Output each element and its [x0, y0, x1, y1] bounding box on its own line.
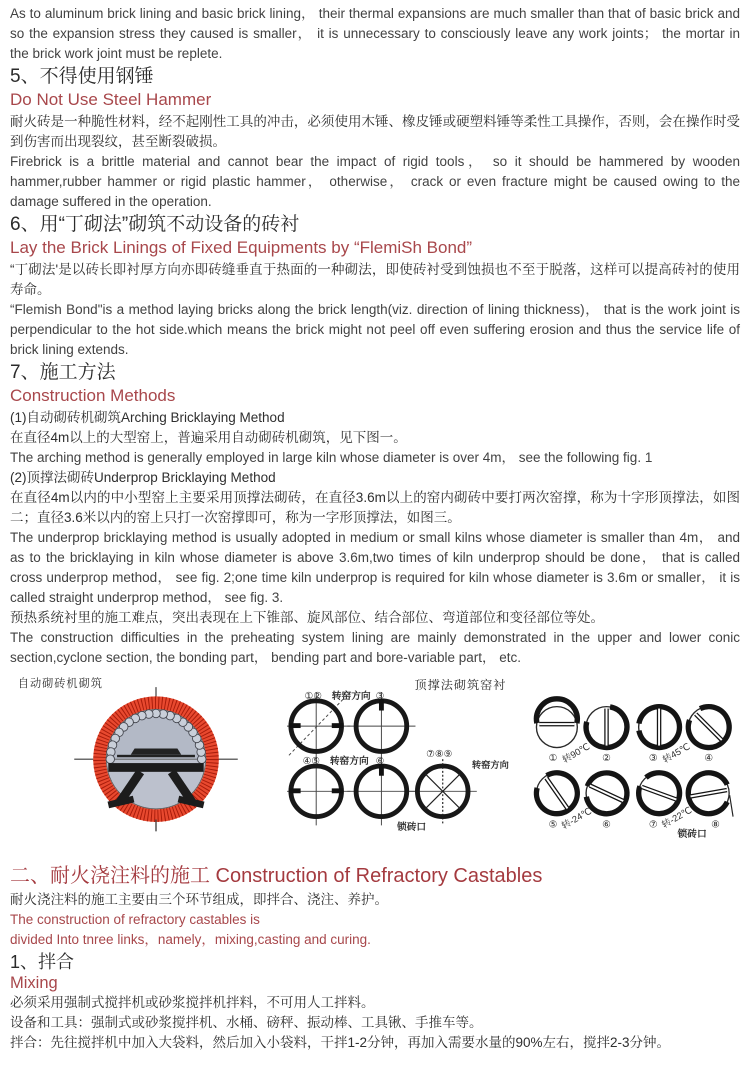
castables-body-zh: 耐火浇注料的施工主要由三个环节组成，即拌合、浇注、养护。 — [10, 892, 388, 907]
section7-note-en: The construction difficulties in the preheating system lining are mainly demonstrated in the upper and lower conic section,cyclone section, the bonding part， bending part and bore-variable part， etc. — [10, 630, 740, 665]
fig2-label-3: ③ — [375, 690, 385, 702]
fig2-label-6: ⑥ — [375, 756, 385, 768]
fig2-rotation-direction-2: 转窑方向 — [330, 756, 370, 768]
fig3-rotate-neg22: 转-22℃ — [660, 804, 694, 831]
mixing-heading-zh: 1、拌合 — [10, 952, 75, 972]
fig2-lock-brick-label: 锁砖口 — [397, 822, 427, 834]
fig3-rotate-90: 转90℃ — [560, 741, 592, 765]
section7-item1-zh: 在直径4m以上的大型窑上，普遍采用自动砌砖机砌筑，见下图一。 — [10, 430, 407, 445]
intro-paragraph: As to aluminum brick lining and basic brick lining， their thermal expansions are much smaller than that of basic brick and so the expansion stress they caused is smaller， it is unnecessary to consciously leave any work joints； the mortar in the brick work joint must be replete. — [10, 6, 740, 61]
section7-item2-zh: 在直径4m以内的中小型窑上主要采用顶撑法砌砖，在直径3.6m以上的窑内砌砖中要打两次窑撑，称为十字形顶撑法，如图二；直径3.6米以内的窑上只打一次窑撑即可，称为一字形顶撑法，如图三。 — [10, 490, 740, 525]
castables-body-en-line2: divided Into tnree links，namely，mixing,casting and curing. — [10, 932, 371, 947]
fig3-step8: ⑧ — [711, 819, 721, 831]
castables-section-title: 二、耐火浇注料的施工 Construction of Refractory Castables — [10, 865, 543, 887]
figures-row — [10, 671, 740, 861]
section6-heading-zh: 6、用“丁砌法”砌筑不动设备的砖衬 — [10, 214, 300, 235]
section7-heading-en: Construction Methods — [10, 386, 176, 405]
castables-body-en-line1: The construction of refractory castables is — [10, 912, 260, 927]
figure1-title: 自动砌砖机砌筑 — [17, 678, 103, 691]
figure2-title: 顶撑法砌筑窑衬 — [414, 678, 507, 693]
mixing-heading-en: Mixing — [10, 974, 58, 992]
fig3-lock-brick-label: 锁砖口 — [677, 829, 707, 841]
fig2-rotation-direction-1: 转窑方向 — [332, 690, 372, 702]
section7-note-zh: 预热系统衬里的施工难点，突出表现在上下锥部、旋风部位、结合部位、弯道部位和变径部位等处。 — [10, 610, 604, 625]
figure-underprop-sequence — [287, 671, 516, 861]
fig3-step2: ② — [602, 753, 612, 765]
fig3-step4: ④ — [704, 753, 714, 765]
mixing-line2: 设备和工具：强制式或砂浆搅拌机、水桶、磅秤、振动棒、工具锹、手推车等。 — [10, 1015, 483, 1030]
fig2-label-4-5: ④⑤ — [302, 756, 321, 768]
mixing-line3: 拌合：先往搅拌机中加入大袋料，然后加入小袋料，干拌1-2分钟，再加入需要水量的90%左右，搅拌2-3分钟。 — [10, 1035, 671, 1050]
section7-item1-title: (1)自动砌砖机砌筑Arching Bricklaying Method — [10, 410, 285, 425]
figure-prop-rotation-steps — [516, 671, 740, 861]
section6-heading-en: Lay the Brick Linings of Fixed Equipments by “FlemiSh Bond” — [10, 238, 473, 257]
mixing-line1: 必须采用强制式搅拌机或砂浆搅拌机拌料，不可用人工拌料。 — [10, 995, 375, 1010]
fig3-step1: ① — [548, 753, 558, 765]
section5-heading-zh: 5、不得使用钢锤 — [10, 66, 154, 87]
section7-item1-en: The arching method is generally employed in large kiln whose diameter is over 4m， see the following fig. 1 — [10, 450, 653, 465]
lock-pointer-line — [730, 795, 733, 816]
fig2-label-1-2: ①② — [304, 690, 323, 702]
fig3-rotate-neg24: 转-24℃ — [559, 805, 594, 831]
section7-item2-title: (2)顶撑法砌砖Underprop Bricklaying Method — [10, 470, 276, 485]
fig3-rotate-45: 转45℃ — [661, 741, 692, 765]
section5-body-en: Firebrick is a brittle material and cannot bear the impact of rigid tools， so it should be hammered by wooden hammer,rubber hammer or rigid plastic hammer， otherwise， crack or even fracture might be caused owing to the damage suffered in the operation. — [10, 154, 740, 209]
section6-body-zh: “丁砌法'是以砖长即衬厚方向亦即砖缝垂直于热面的一种砌法，即使砖衬受到蚀损也不至于脱落，这样可以提高砖衬的使用寿命。 — [10, 262, 740, 297]
fig3-step6: ⑥ — [602, 819, 612, 831]
fig2-rotation-direction-3: 转窑方向 — [472, 759, 510, 770]
section6-body-en: “Flemish Bond"is a method laying bricks along the brick length(viz. direction of lining thickness)， that is the work joint is perpendicular to the hot side.which means the brick might not peel off even suffering erosion and thus the service life of brick lining extends. — [10, 302, 740, 357]
section5-heading-en: Do Not Use Steel Hammer — [10, 90, 212, 109]
figure-arching-machine — [10, 671, 287, 861]
section5-body-zh: 耐火砖是一种脆性材料，经不起刚性工具的冲击，必须使用木锤、橡皮锤或硬塑料锤等柔性工具操作，否则，会在操作时受到伤害而出现裂纹，甚至断裂破损。 — [10, 114, 740, 149]
fig2-label-7-8-9: ⑦⑧⑨ — [426, 749, 453, 761]
fig3-step3: ③ — [649, 753, 658, 765]
section7-heading-zh: 7、施工方法 — [10, 362, 116, 383]
fig3-step7: ⑦ — [649, 819, 658, 831]
section7-item2-en: The underprop bricklaying method is usually adopted in medium or small kilns whose diameter is smaller than 4m， and as to the bricklaying in kiln whose diameter is above 3.6m,two times of kiln underprop should be done， that is called cross underprop method， see fig. 2;one time kiln underprop is required for kiln whose diameter is 3.6m or smaller， it is called straight underprop method， see fig. 3. — [10, 530, 740, 605]
fig3-step5: ⑤ — [548, 819, 558, 831]
